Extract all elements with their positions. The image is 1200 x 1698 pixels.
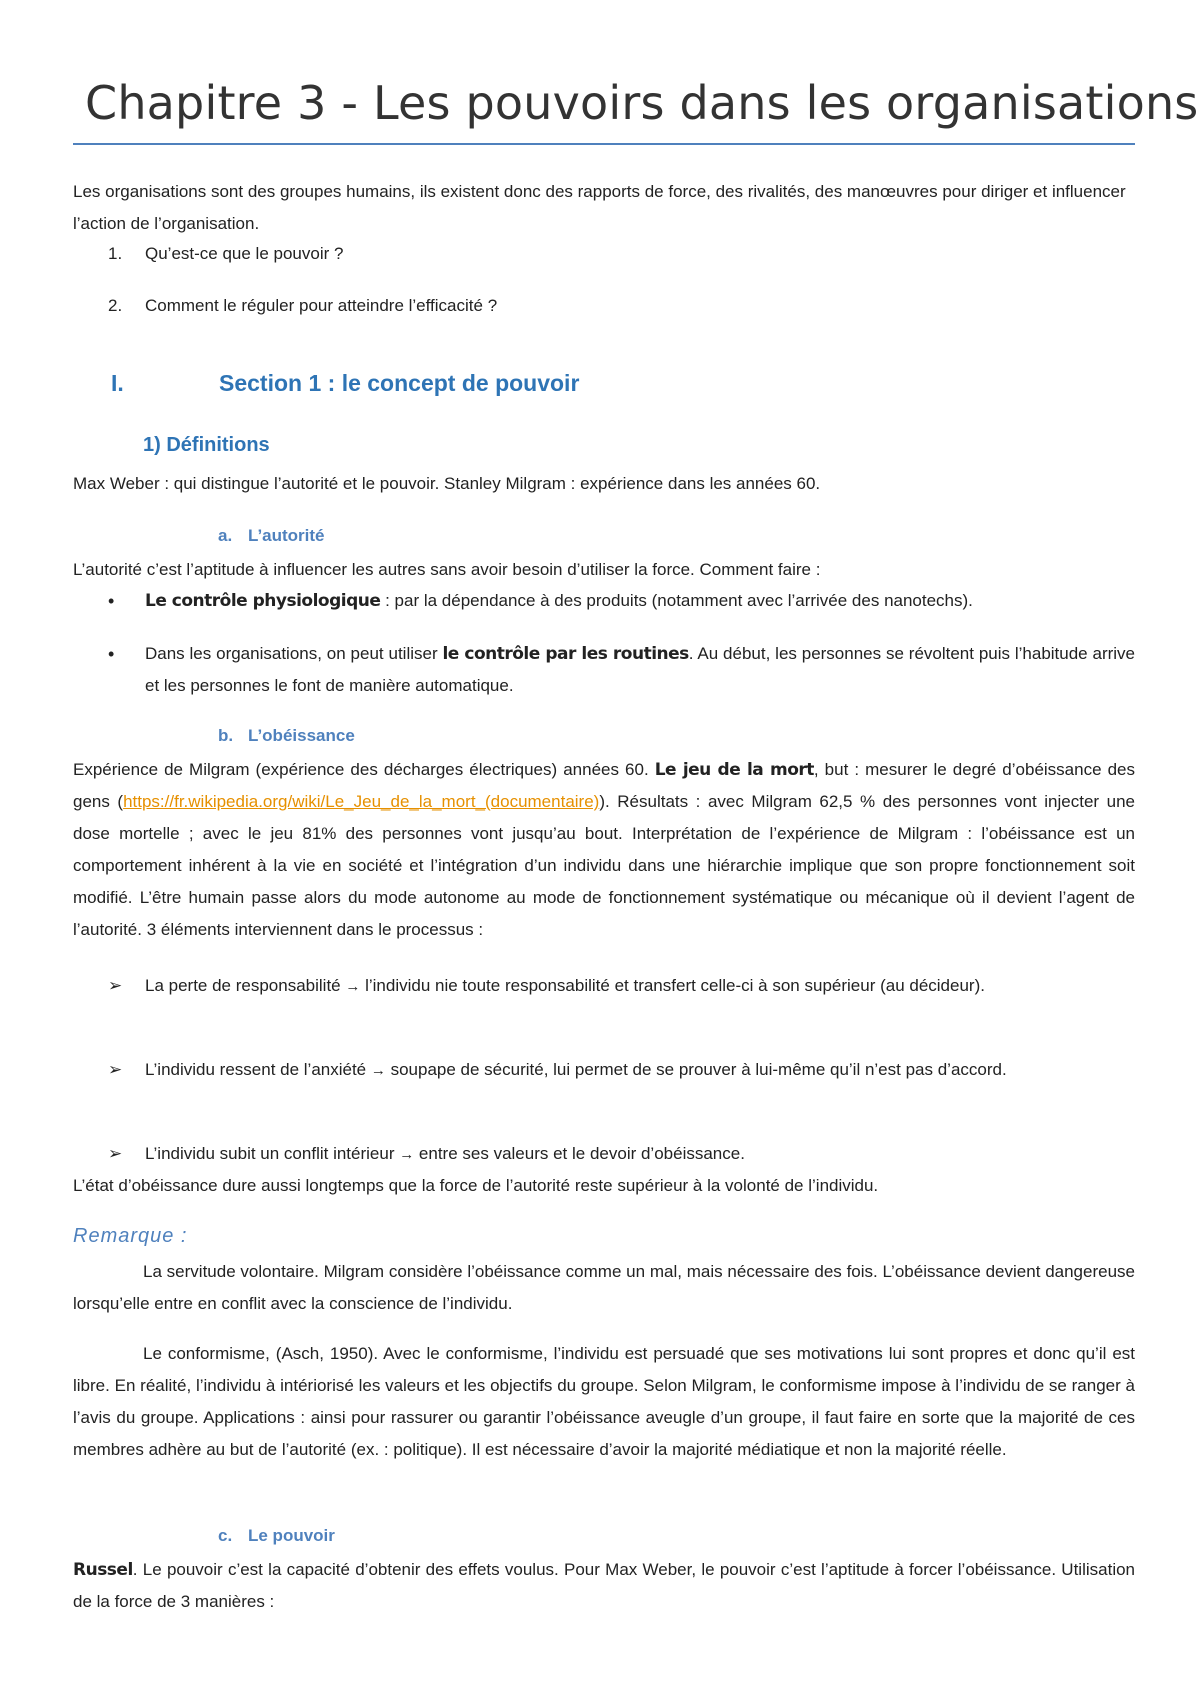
heading-text: Le pouvoir [248,1526,335,1545]
paragraph-text: . Le pouvoir c’est la capacité d’obtenir des effets voulus. Pour Max Weber, le pouvoir c’est l’aptitude à forcer l’obéissance. Utilisation de la force de 3 manières : [73,1560,1135,1611]
bold-term: Le contrôle physiologique [145,591,381,611]
section-number: I. [111,370,124,396]
page-title: Chapitre 3 - Les pouvoirs dans les organisations [85,76,1199,130]
list-text: Qu’est-ce que le pouvoir ? [145,244,344,263]
pouvoir-paragraph [73,1554,1135,1618]
list-text: Comment le réguler pour atteindre l’efficacité ? [145,296,498,315]
obeissance-paragraph [73,754,1135,946]
definition-paragraph: Max Weber : qui distingue l’autorité et le pouvoir. Stanley Milgram : expérience dans les années 60. [73,474,821,493]
heading-letter: c. [218,1526,233,1545]
section-title: Section 1 : le concept de pouvoir [219,370,580,396]
bullet-text: . Au début, les personnes se révoltent puis l’habitude arrive et les personnes le font de manière automatique. [145,644,1135,695]
right-arrow-icon: → [399,1146,415,1163]
arrow-bullet-icon: ➢ [108,976,123,995]
item-text: L’individu ressent de l’anxiété [145,1060,371,1079]
remarque-heading: Remarque : [73,1225,188,1247]
bullet-icon: • [108,644,115,664]
item-text: entre ses valeurs et le devoir d’obéissance. [414,1144,745,1163]
arrow-bullet-icon: ➢ [108,1144,123,1163]
title-underline [73,143,1135,145]
conformisme-paragraph: Le conformisme, (Asch, 1950). Avec le conformisme, l’individu est persuadé que ses motivations lui sont propres et donc qu’il est libre. En réalité, l’individu à intériorisé les valeurs et les objectifs du groupe. Selon Milgram, le conformisme impose à l’individu de se ranger à l’avis du groupe. Applications : ainsi pour rassurer ou garantir l’obéissance aveugle d’un groupe, il faut faire en sorte que la majorité de ces membres adhère au but de l’autorité (ex. : politique). Il est nécessaire d’avoir la majorité médiatique et non la majorité réelle. [73,1344,1135,1459]
heading-pouvoir [218,1526,335,1546]
bold-term: Le jeu de la mort [654,760,814,780]
paragraph-text: , but : mesurer le degré d’obéissance des gens ( [73,760,1135,811]
right-arrow-icon: → [370,1062,386,1079]
paragraph-text: ). Résultats : avec Milgram 62,5 % des personnes vont injecter une dose mortelle ; avec le jeu 81% des personnes vont jusqu’au bout. Interprétation de l’expérience de Milgram : l’obéissance est un comportement inhérent à la vie en société et l’intégration d’un individu dans une hiérarchie implique que son propre fonctionnement soit modifié. L’être humain passe alors du mode autonome au mode de fonctionnement systématique ou mécanique où il devient l’agent de l’autorité. 3 éléments interviennent dans le processus : [73,792,1135,939]
heading-obeissance [218,726,355,746]
heading-letter: b. [218,726,234,745]
item-text: L’individu subit un conflit intérieur [145,1144,400,1163]
intro-paragraph: Les organisations sont des groupes humains, ils existent donc des rapports de force, des rivalités, des manœuvres pour diriger et influencer l’action de l’organisation. [73,182,1126,233]
heading-letter: a. [218,526,233,545]
bold-term: Russel [73,1560,133,1580]
bullet-text: : par la dépendance à des produits (notamment avec l’arrivée des nanotechs). [380,591,973,610]
list-number: 2. [108,296,123,315]
paragraph-text: Expérience de Milgram (expérience des décharges électriques) années 60. [73,760,655,779]
heading-autorite [218,526,325,546]
item-text: soupape de sécurité, lui permet de se prouver à lui-même qu’il n’est pas d’accord. [385,1060,1007,1079]
wikipedia-link[interactable]: https://fr.wikipedia.org/wiki/Le_Jeu_de_la_mort_(documentaire) [123,792,600,811]
bold-term: le contrôle par les routines [442,644,689,664]
heading-text: L’autorité [248,526,325,545]
item-text: La perte de responsabilité [145,976,346,995]
bullet-text: Dans les organisations, on peut utiliser [145,644,443,663]
bullet-icon: • [108,591,115,611]
obeissance-closing: L’état d’obéissance dure aussi longtemps que la force de l’autorité reste supérieur à la volonté de l’individu. [73,1176,879,1195]
list-number: 1. [108,244,123,263]
item-text: l’individu nie toute responsabilité et transfert celle-ci à son supérieur (au décideur). [360,976,985,995]
arrow-bullet-icon: ➢ [108,1060,123,1079]
autorite-paragraph: L’autorité c’est l’aptitude à influencer les autres sans avoir besoin d’utiliser la force. Comment faire : [73,560,821,579]
remarque-paragraph: La servitude volontaire. Milgram considère l’obéissance comme un mal, mais nécessaire des fois. L’obéissance devient dangereuse lorsqu’elle entre en conflit avec la conscience de l’individu. [73,1262,1135,1313]
subsection-heading: 1) Définitions [143,434,270,456]
heading-text: L’obéissance [248,726,355,745]
right-arrow-icon: → [345,978,361,995]
